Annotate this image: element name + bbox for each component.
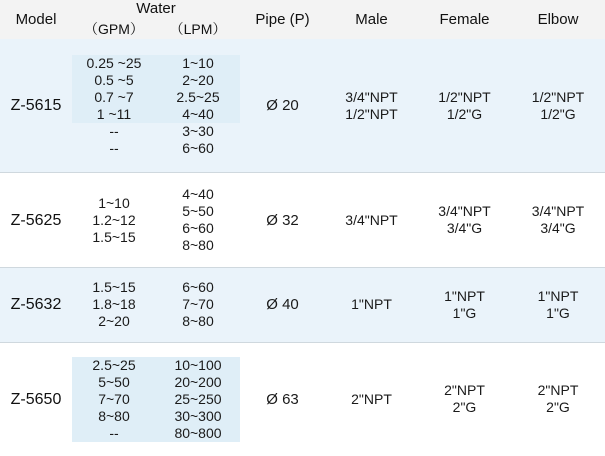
cell-lpm-value: 8~80 bbox=[182, 313, 214, 330]
column-header-elbow: Elbow bbox=[511, 0, 605, 39]
cell-gpm-value: -- bbox=[72, 425, 156, 442]
cell-lpm-value: 6~60 bbox=[182, 279, 214, 296]
cell-gpm-value: 0.5 ~5 bbox=[72, 72, 156, 89]
column-header-gpm: （GPM） bbox=[84, 21, 144, 37]
cell-gpm-value: 0.7 ~7 bbox=[72, 89, 156, 106]
cell-gpm bbox=[72, 342, 156, 456]
cell-elbow bbox=[511, 342, 605, 456]
cell-female-line: 2"NPT bbox=[444, 382, 485, 399]
cell-lpm-value: 10~100 bbox=[156, 357, 240, 374]
cell-model: Z-5625 bbox=[0, 173, 72, 268]
cell-lpm-value: 8~80 bbox=[182, 237, 214, 254]
cell-male bbox=[325, 342, 418, 456]
cell-pipe: Ø 32 bbox=[240, 173, 325, 268]
cell-lpm-value: 1~10 bbox=[156, 55, 240, 72]
cell-gpm-value: 1.2~12 bbox=[92, 211, 136, 228]
cell-gpm bbox=[72, 267, 156, 342]
cell-male-line: 2"NPT bbox=[351, 390, 392, 407]
cell-elbow-line: 3/4"G bbox=[540, 220, 576, 237]
cell-elbow-line: 3/4"NPT bbox=[531, 203, 585, 220]
cell-elbow-line: 1/2"G bbox=[540, 105, 576, 122]
cell-female-line: 1"G bbox=[452, 304, 477, 321]
cell-model: Z-5632 bbox=[0, 267, 72, 342]
cell-lpm-value: 80~800 bbox=[156, 425, 240, 442]
cell-male-line: 1/2"NPT bbox=[345, 105, 398, 122]
cell-female-line: 3/4"G bbox=[446, 220, 483, 237]
cell-lpm bbox=[156, 267, 240, 342]
cell-gpm-value: 2.5~25 bbox=[72, 357, 156, 374]
column-header-water bbox=[72, 0, 240, 39]
cell-elbow bbox=[511, 173, 605, 268]
cell-female bbox=[418, 267, 511, 342]
cell-male bbox=[325, 267, 418, 342]
column-header-male: Male bbox=[325, 0, 418, 39]
cell-gpm-value: 1.5~15 bbox=[92, 279, 136, 296]
column-header-female: Female bbox=[418, 0, 511, 39]
water-subheaders bbox=[72, 19, 240, 39]
cell-female-line: 1"NPT bbox=[444, 287, 485, 304]
cell-gpm-value: -- bbox=[109, 122, 119, 139]
column-header-model: Model bbox=[0, 0, 72, 39]
cell-elbow-line: 1"NPT bbox=[537, 287, 579, 304]
table-row bbox=[0, 342, 605, 456]
cell-female-line: 3/4"NPT bbox=[438, 203, 491, 220]
table-body bbox=[0, 39, 605, 456]
cell-elbow bbox=[511, 39, 605, 173]
cell-elbow-line: 1/2"NPT bbox=[531, 88, 585, 105]
cell-female-line: 2"G bbox=[452, 399, 477, 416]
cell-elbow bbox=[511, 267, 605, 342]
cell-lpm-value: 25~250 bbox=[156, 391, 240, 408]
cell-gpm-value: 1~10 bbox=[98, 194, 130, 211]
cell-elbow-line: 2"G bbox=[546, 399, 570, 416]
cell-lpm-value: 2~20 bbox=[156, 72, 240, 89]
cell-female bbox=[418, 39, 511, 173]
cell-female-line: 1/2"NPT bbox=[438, 88, 491, 105]
cell-male-line: 1"NPT bbox=[351, 296, 392, 313]
water-label: Water bbox=[136, 0, 176, 17]
cell-lpm bbox=[156, 342, 240, 456]
cell-model: Z-5615 bbox=[0, 39, 72, 173]
cell-lpm bbox=[156, 173, 240, 268]
cell-female-line: 1/2"G bbox=[446, 105, 483, 122]
header-row bbox=[0, 0, 605, 39]
cell-gpm bbox=[72, 173, 156, 268]
cell-lpm-value: 2.5~25 bbox=[156, 89, 240, 106]
table-row bbox=[0, 39, 605, 173]
cell-gpm-value: 1 ~11 bbox=[72, 106, 156, 123]
cell-elbow-line: 1"G bbox=[546, 304, 570, 321]
cell-female bbox=[418, 173, 511, 268]
cell-gpm-value: 1.5~15 bbox=[92, 228, 136, 245]
cell-lpm-value: 30~300 bbox=[156, 408, 240, 425]
cell-male bbox=[325, 173, 418, 268]
cell-gpm-value: 7~70 bbox=[72, 391, 156, 408]
cell-male-line: 3/4"NPT bbox=[345, 88, 398, 105]
cell-lpm-value: 6~60 bbox=[182, 220, 214, 237]
cell-lpm-value: 6~60 bbox=[182, 139, 214, 156]
cell-lpm-value: 4~40 bbox=[156, 106, 240, 123]
cell-gpm-value: 2~20 bbox=[98, 313, 130, 330]
cell-female bbox=[418, 342, 511, 456]
cell-gpm-value: 1.8~18 bbox=[92, 296, 136, 313]
column-header-lpm: （LPM） bbox=[169, 21, 227, 37]
cell-lpm-value: 4~40 bbox=[182, 186, 214, 203]
cell-male-line: 3/4"NPT bbox=[345, 211, 398, 228]
cell-pipe: Ø 63 bbox=[240, 342, 325, 456]
cell-model: Z-5650 bbox=[0, 342, 72, 456]
cell-gpm-value: -- bbox=[109, 139, 119, 156]
cell-pipe: Ø 40 bbox=[240, 267, 325, 342]
table-row bbox=[0, 267, 605, 342]
cell-gpm-value: 8~80 bbox=[72, 408, 156, 425]
cell-lpm-value: 20~200 bbox=[156, 374, 240, 391]
cell-male bbox=[325, 39, 418, 173]
cell-lpm bbox=[156, 39, 240, 173]
cell-lpm-value: 5~50 bbox=[182, 203, 214, 220]
cell-gpm-value: 0.25 ~25 bbox=[72, 55, 156, 72]
cell-lpm-value: 7~70 bbox=[182, 296, 214, 313]
cell-gpm bbox=[72, 39, 156, 173]
cell-pipe: Ø 20 bbox=[240, 39, 325, 173]
column-header-pipe: Pipe (P) bbox=[240, 0, 325, 39]
table-header bbox=[0, 0, 605, 39]
cell-elbow-line: 2"NPT bbox=[537, 382, 579, 399]
cell-gpm-value: 5~50 bbox=[72, 374, 156, 391]
cell-lpm-value: 3~30 bbox=[182, 122, 214, 139]
table-row bbox=[0, 173, 605, 268]
